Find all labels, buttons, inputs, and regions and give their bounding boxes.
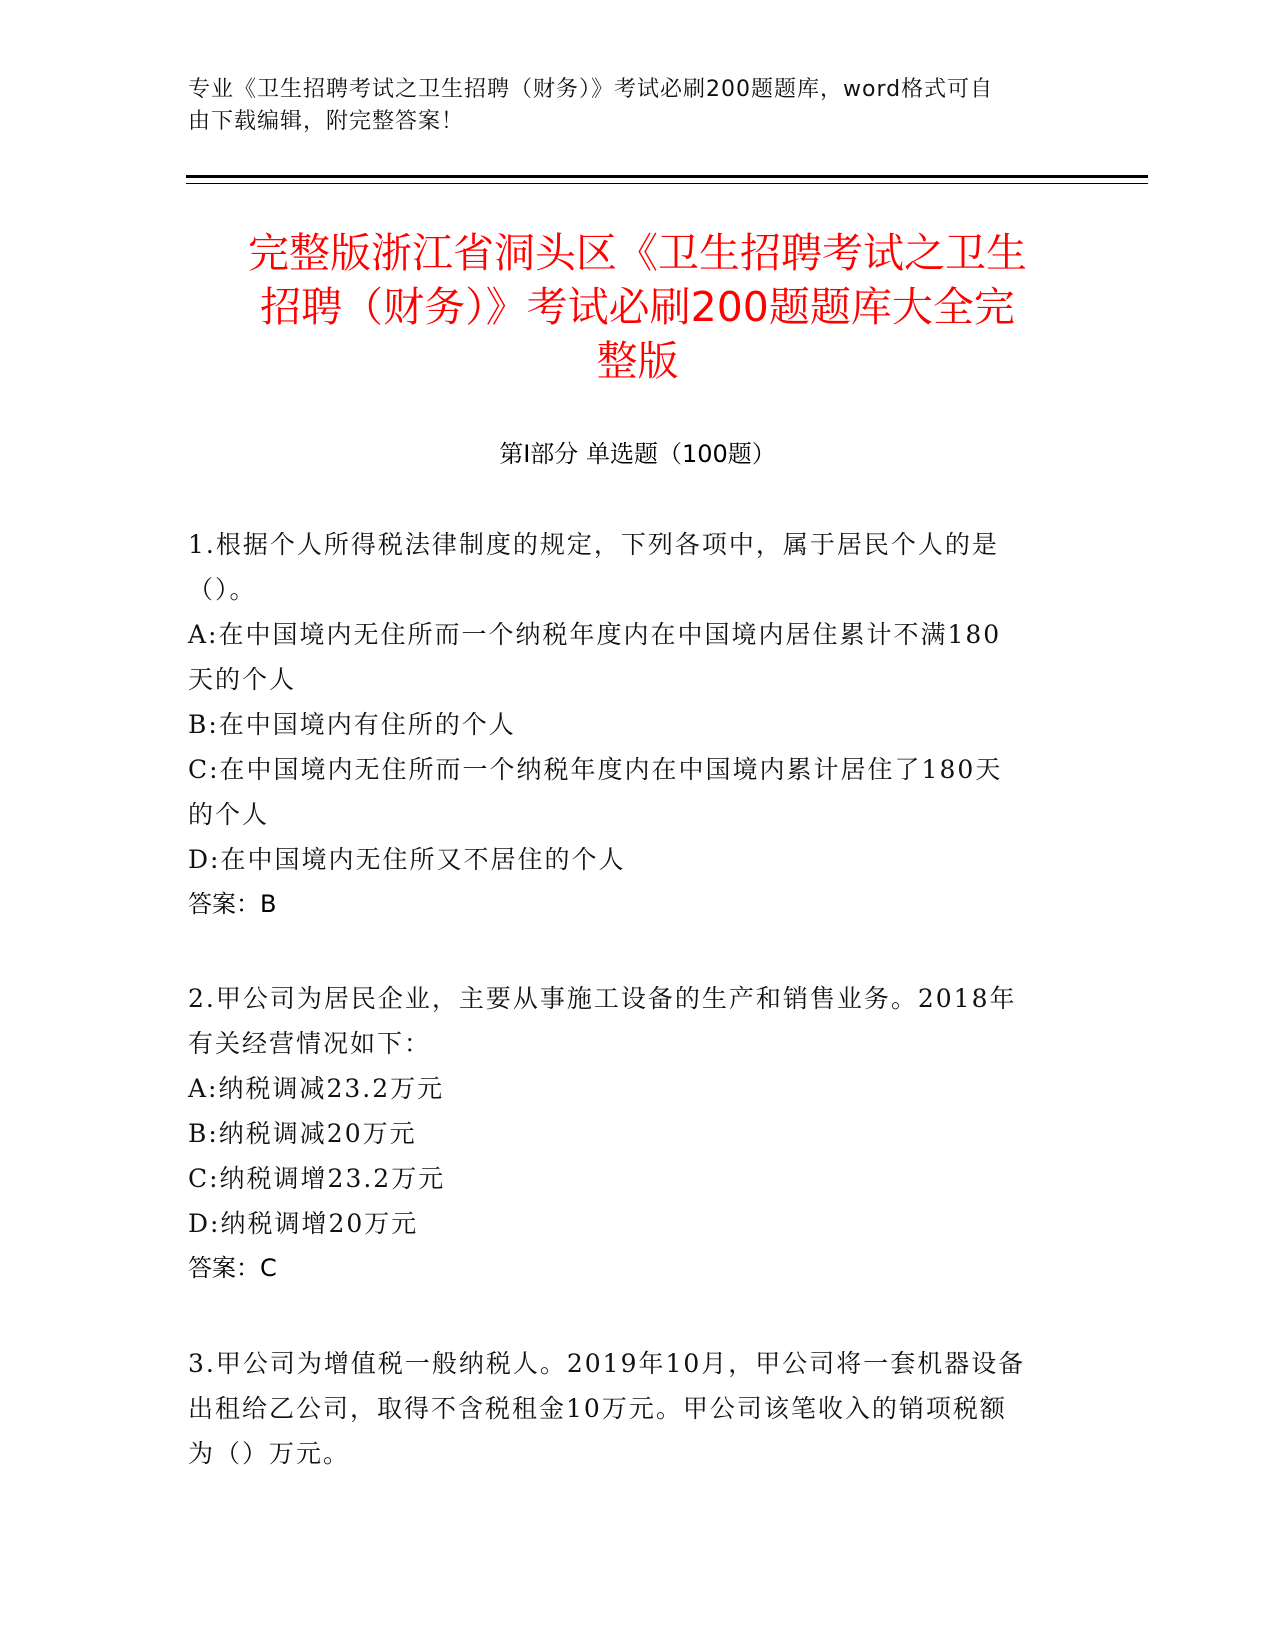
question-stem: （）。 (188, 575, 257, 604)
option-c: 的个人 (188, 800, 270, 829)
header-note-line: 专业《卫生招聘考试之卫生招聘（财务）》考试必刷200题题库，word格式可自 (188, 77, 994, 102)
question-stem: 1.根据个人所得税法律制度的规定，下列各项中，属于居民个人的是 (188, 530, 999, 559)
option-d: D:在中国境内无住所又不居住的个人 (188, 845, 626, 874)
option-b: B:纳税调减20万元 (188, 1119, 417, 1148)
question-3 (188, 1341, 1068, 1476)
title-line: 整版 (596, 337, 679, 385)
option-a: A:纳税调减23.2万元 (188, 1074, 445, 1103)
title-line: 完整版浙江省洞头区《卫生招聘考试之卫生 (248, 229, 1027, 277)
answer: 答案：C (188, 1254, 277, 1282)
question-2 (188, 976, 1068, 1291)
header-note (188, 74, 1088, 138)
option-c: C:纳税调增23.2万元 (188, 1164, 446, 1193)
question-1 (188, 522, 1068, 927)
title-line: 招聘（财务）》考试必刷200题题库大全完 (260, 283, 1015, 331)
option-c: C:在中国境内无住所而一个纳税年度内在中国境内累计居住了180天 (188, 755, 1003, 784)
question-stem: 有关经营情况如下： (188, 1029, 432, 1058)
option-d: D:纳税调增20万元 (188, 1209, 419, 1238)
header-note-line: 由下载编辑，附完整答案！ (188, 109, 465, 134)
answer: 答案：B (188, 890, 277, 918)
section-heading: 第Ⅰ部分 单选题（100题） (499, 440, 776, 468)
header-divider-thick (186, 175, 1148, 178)
option-a: 天的个人 (188, 665, 297, 694)
header-divider-thin (186, 183, 1148, 184)
document-title (180, 226, 1095, 388)
question-stem: 为（）万元。 (188, 1439, 351, 1468)
option-b: B:在中国境内有住所的个人 (188, 710, 516, 739)
option-a: A:在中国境内无住所而一个纳税年度内在中国境内居住累计不满180 (188, 620, 1002, 649)
question-stem: 3.甲公司为增值税一般纳税人。2019年10月，甲公司将一套机器设备 (188, 1349, 1026, 1378)
question-stem: 出租给乙公司，取得不含税租金10万元。甲公司该笔收入的销项税额 (188, 1394, 1007, 1423)
question-stem: 2.甲公司为居民企业，主要从事施工设备的生产和销售业务。2018年 (188, 984, 1017, 1013)
